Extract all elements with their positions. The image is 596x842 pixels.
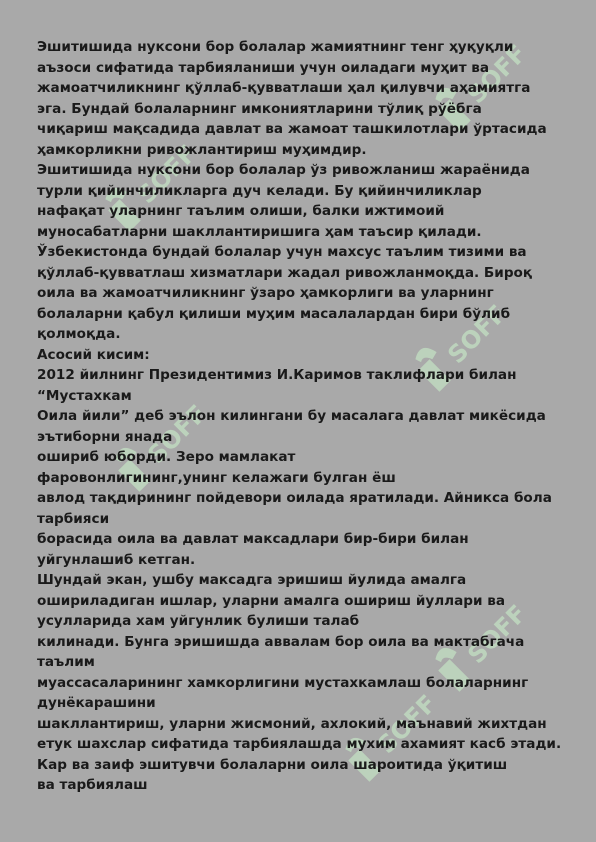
text-line: оила ва жамоатчиликнинг ўзаро ҳамкорлиги ва уларнинг <box>37 285 494 301</box>
text-line: муассасаларининг хамкорлигини мустахкамлаш болаларнинг <box>37 674 529 691</box>
text-line: ҳамкорликни ривожлантириш муҳимдир. <box>37 141 367 158</box>
text-line: тарбияси <box>37 510 110 527</box>
text-line: муносабатларни шакллантиришига ҳам таъсир қилади. <box>37 223 482 240</box>
text-line: аъзоси сифатида тарбияланиши учун оиладаги муҳит ва <box>37 59 490 76</box>
text-line: Шундай экан, ушбу максадга эришиш йулида амалга <box>37 572 467 588</box>
text-line: Ўзбекистонда бундай болалар учун махсус таълим тизими ва <box>37 244 527 260</box>
text-line: “Мустахкам <box>37 387 132 404</box>
text-line: қолмоқда. <box>37 326 121 342</box>
text-line: килинади. Бунга эришишда аввалам бор оила ва мактабгача <box>37 633 525 650</box>
text-line: Эшитишида нуксони бор болалар ўз ривожланиш жараёнида <box>37 162 530 178</box>
section-heading: Асосий кисим: <box>37 346 150 363</box>
text-line: Эшитишида нуксони бор болалар жамиятнинг тенг ҳуқуқли <box>37 39 514 55</box>
text-line: уйгунлашиб кетган. <box>37 551 196 568</box>
text-line: дунёкарашини <box>37 695 156 711</box>
text-line: чиқариш мақсадида давлат ва жамоат ташкилотлари ўртасида <box>37 121 547 137</box>
text-line: Оила йили” деб эълон килингани бу масалага давлат микёсида <box>37 408 546 424</box>
text-line: нафақат уларнинг таълим олиши, балки ижтимоий <box>37 203 445 219</box>
document-body <box>37 37 567 796</box>
text-line: Кар ва заиф эшитувчи болаларни оила шароитида ўқитиш <box>37 756 508 773</box>
svg-text:SOFF: SOFF <box>372 690 440 760</box>
text-line: ва тарбиялаш <box>37 777 148 793</box>
text-line: ошириб юборди. Зеро мамлакат <box>37 449 296 465</box>
text-line: борасида оила ва давлат максадлари бир-бири билан <box>37 531 469 547</box>
text-line: шакллантириш, уларни жисмоний, ахлокий, маънавий жихтдан <box>37 715 547 732</box>
svg-text:SOFF: SOFF <box>462 600 530 670</box>
text-line: болаларни қабул қилиши муҳим масалалардан бири бўлиб <box>37 305 511 322</box>
text-line: авлод тақдирининг пойдевори оилада яратилади. Айникса бола <box>37 490 552 506</box>
text-line: 2012 йилнинг Президентимиз И.Каримов таклифлари билан <box>37 367 517 383</box>
text-line: фаровонлигининг,унинг келажаги булган ёш <box>37 469 396 486</box>
text-line: эга. Бундай болаларнинг имкониятларини тўлиқ рўёбга <box>37 100 482 117</box>
text-line: ошириладиган ишлар, уларни амалга ошириш йуллари ва <box>37 592 506 609</box>
text-line: эътиборни янада <box>37 428 173 445</box>
text-line: жамоатчиликнинг қўллаб-қувватлаши ҳал қилувчи аҳамиятга <box>37 80 531 96</box>
svg-text:SOFF: SOFF <box>462 40 530 110</box>
svg-text:SOFF: SOFF <box>142 400 210 470</box>
text-line: етук шахслар сифатида тарбиялашда мухим ахамият касб этади. <box>37 736 562 752</box>
text-line: усулларида хам уйгунлик булиши талаб <box>37 613 360 629</box>
text-line: таълим <box>37 654 95 670</box>
text-line: турли қийинчиликларга дуч келади. Бу қийинчиликлар <box>37 182 482 199</box>
svg-text:SOFF: SOFF <box>442 300 510 370</box>
svg-text:SOFF: SOFF <box>132 140 200 210</box>
text-line: қўллаб-қувватлаш хизматлари жадал ривожланмоқда. Бироқ <box>37 264 533 281</box>
